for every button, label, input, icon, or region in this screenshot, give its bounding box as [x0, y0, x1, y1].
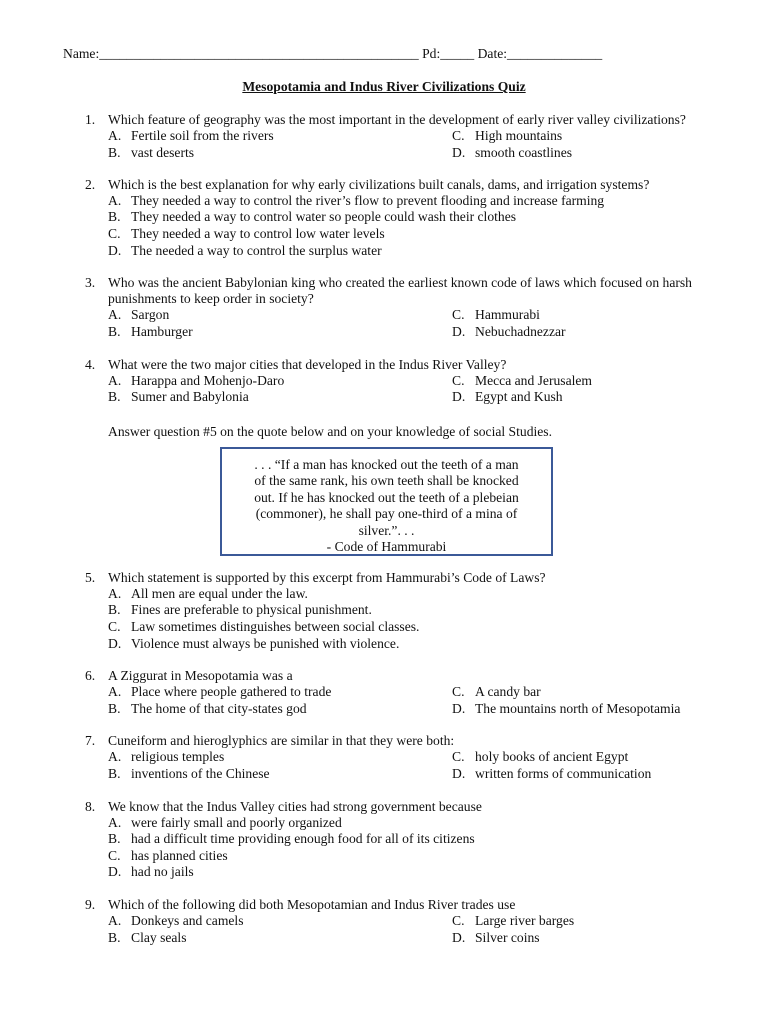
question-text: Which feature of geography was the most important in the development of early river valley civilizations? [108, 112, 686, 127]
option-b: B. vast deserts [108, 145, 195, 160]
question-text: We know that the Indus Valley cities had strong government because [108, 799, 482, 814]
option-c: C. Mecca and Jerusalem [452, 373, 593, 388]
option-a: A. Fertile soil from the rivers [108, 128, 274, 143]
question-text: Cuneiform and hieroglyphics are similar in that they were both: [108, 733, 455, 748]
option-b: B. Clay seals [108, 930, 187, 945]
question-text-continued: punishments to keep order in society? [108, 291, 314, 306]
option-b: B. had a difficult time providing enough food for all of its citizens [108, 831, 475, 846]
question-number: 3. [85, 275, 96, 290]
question-number: 7. [85, 733, 96, 748]
question-number: 9. [85, 897, 96, 912]
option-c: C. They needed a way to control low water levels [108, 226, 385, 241]
question-text: Which statement is supported by this excerpt from Hammurabi’s Code of Laws? [108, 570, 546, 585]
option-c: C. Law sometimes distinguishes between social classes. [108, 619, 420, 634]
option-a: A. were fairly small and poorly organized [108, 815, 342, 830]
option-d: D. Silver coins [452, 930, 540, 945]
question-text: Which is the best explanation for why early civilizations built canals, dams, and irrigation systems? [108, 177, 650, 192]
quote-line: . . . “If a man has knocked out the teeth of a man [254, 457, 519, 472]
option-c: C. has planned cities [108, 848, 228, 863]
question-number: 5. [85, 570, 96, 585]
option-d: D. The mountains north of Mesopotamia [452, 701, 681, 716]
option-a: A. religious temples [108, 749, 225, 764]
option-c: C. holy books of ancient Egypt [452, 749, 629, 764]
name-period-date-line: Name:_______________________________________________ Pd:_____ Date:______________ [63, 46, 603, 61]
quote-attribution: - Code of Hammurabi [326, 539, 447, 555]
question-number: 6. [85, 668, 96, 683]
option-d: D. smooth coastlines [452, 145, 573, 160]
option-b: B. Sumer and Babylonia [108, 389, 249, 404]
option-d: D. Violence must always be punished with violence. [108, 636, 400, 651]
quote-line: of the same rank, his own teeth shall be knocked [254, 473, 519, 489]
option-a: A. They needed a way to control the river’s flow to prevent flooding and increase farming [108, 193, 605, 208]
option-d: D. Nebuchadnezzar [452, 324, 566, 339]
question-number: 1. [85, 112, 96, 127]
option-b: B. They needed a way to control water so people could wash their clothes [108, 209, 517, 224]
option-d: D. written forms of communication [452, 766, 652, 781]
quote-line: silver.”. . . [358, 522, 415, 538]
question-number: 2. [85, 177, 96, 192]
option-a: A. Sargon [108, 307, 170, 322]
question-text: Which of the following did both Mesopotamian and Indus River trades use [108, 897, 516, 912]
option-d: D. The needed a way to control the surplus water [108, 243, 382, 258]
option-a: A. All men are equal under the law. [108, 586, 308, 601]
option-a: A. Donkeys and camels [108, 913, 244, 928]
option-d: D. had no jails [108, 864, 194, 879]
option-b: B. The home of that city-states god [108, 701, 307, 716]
option-b: B. Fines are preferable to physical punishment. [108, 602, 372, 617]
option-c: C. Hammurabi [452, 307, 540, 322]
instruction-text: Answer question #5 on the quote below and on your knowledge of social Studies. [108, 424, 552, 439]
option-c: C. High mountains [452, 128, 563, 143]
quote-line: (commoner), he shall pay one-third of a mina of [255, 506, 518, 522]
option-d: D. Egypt and Kush [452, 389, 563, 404]
question-number: 4. [85, 357, 96, 372]
question-text: What were the two major cities that developed in the Indus River Valley? [108, 357, 507, 372]
option-b: B. inventions of the Chinese [108, 766, 270, 781]
question-text: Who was the ancient Babylonian king who created the earliest known code of laws which focused on harsh [108, 275, 692, 290]
quote-box [220, 447, 553, 556]
page-title: Mesopotamia and Indus River Civilizations Quiz [242, 79, 526, 94]
quote-line: out. If he has knocked out the teeth of a plebeian [254, 489, 519, 505]
option-a: A. Place where people gathered to trade [108, 684, 332, 699]
question-number: 8. [85, 799, 96, 814]
option-b: B. Hamburger [108, 324, 193, 339]
question-text: A Ziggurat in Mesopotamia was a [108, 668, 293, 683]
option-a: A. Harappa and Mohenjo-Daro [108, 373, 285, 388]
option-c: C. Large river barges [452, 913, 575, 928]
option-c: C. A candy bar [452, 684, 541, 699]
